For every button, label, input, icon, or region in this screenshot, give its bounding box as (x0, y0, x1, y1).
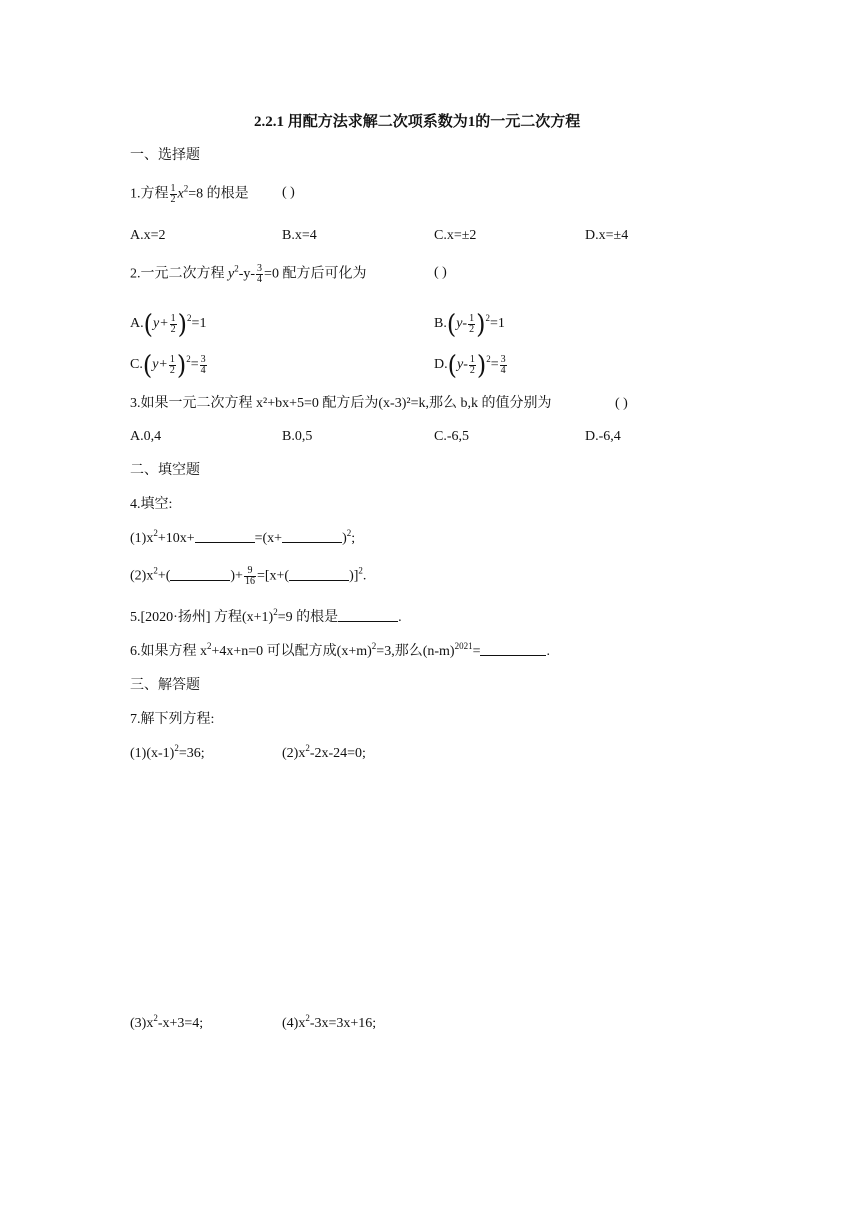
question-4-part-1: $(1)x^2+10x+ =(x+ )^2$; (130, 528, 356, 546)
question-2-option-b: B.(y- $\frac{1}{2}$ )$^2$=1 (434, 308, 505, 340)
answer-blank[interactable] (338, 609, 398, 622)
question-7-stem: 7.解下列方程: (130, 712, 215, 727)
page-title: 2.2.1 用配方法求解二次项系数为1的一元二次方程 (254, 114, 581, 130)
question-3-stem: 3.如果一元二次方程 x²+bx+5=0 配方后为(x-3)²=k,那么 b,k 的值分别为 (130, 396, 552, 411)
question-4-stem: 4.填空: (130, 497, 173, 512)
question-4-part-2: $(2)x^2+$( )+ $\frac{9}{16}$ =[x+( )]$^2$. (130, 565, 367, 587)
question-7-part-3: $(3)x^2-x+3=4$; (130, 1013, 204, 1031)
question-3-bracket: ( ) (615, 396, 628, 411)
question-3-option-a: A.0,4 (130, 429, 162, 444)
question-2-option-d: D.(y- $\frac{1}{2}$ )$^2$= $\frac{3}{4}$ (434, 349, 506, 381)
question-2-option-a: A.(y+ $\frac{1}{2}$ )$^2$=1 (130, 308, 207, 340)
question-3-option-c: C.-6,5 (434, 429, 469, 444)
question-5: 5.[2020·扬州] 方程$(x+1)^2=9$ 的根是 . (130, 607, 402, 625)
question-7-part-4: $(4)x^2-3x=3x+16$; (282, 1013, 377, 1031)
section-heading-solve: 三、解答题 (130, 678, 200, 693)
question-3-option-b: B.0,5 (282, 429, 313, 444)
question-1-stem: 1.方程 $\frac{1}{2}$ $x^2=8$ 的根是 (130, 183, 249, 205)
section-heading-fill: 二、填空题 (130, 463, 200, 478)
fraction-half: $\frac{1}{2}$ (170, 183, 176, 205)
question-1-option-c: C.x=±2 (434, 228, 477, 243)
question-3-option-d: D.-6,4 (585, 429, 621, 444)
answer-blank[interactable] (195, 530, 255, 543)
answer-blank[interactable] (282, 530, 342, 543)
question-1-option-a: A.x=2 (130, 228, 166, 243)
question-1-option-b: B.x=4 (282, 228, 317, 243)
fraction-three-quarters: $\frac{3}{4}$ (257, 263, 263, 285)
answer-blank[interactable] (170, 568, 230, 581)
question-1-bracket: ( ) (282, 185, 295, 200)
question-6: 6.如果方程 $x^2+4x+n=0$ 可以配方成$(x+m)^2=3$,那么$(n-m)^{2021}=$ . (130, 641, 550, 659)
question-7-part-2: $(2)x^2-2x-24=0$; (282, 743, 366, 761)
question-2-option-c: C.(y+ $\frac{1}{2}$ )$^2$= $\frac{3}{4}$ (130, 349, 206, 381)
answer-blank[interactable] (480, 643, 546, 656)
question-1-option-d: D.x=±4 (585, 228, 629, 243)
answer-blank[interactable] (289, 568, 349, 581)
question-2-stem: 2.一元二次方程 $y^2-y-$ $\frac{3}{4}$ =0 配方后可化为 (130, 263, 367, 285)
question-7-part-1: $(1)(x-1)^2=36$; (130, 743, 205, 761)
section-heading-choice: 一、选择题 (130, 148, 200, 163)
question-2-bracket: ( ) (434, 265, 447, 280)
